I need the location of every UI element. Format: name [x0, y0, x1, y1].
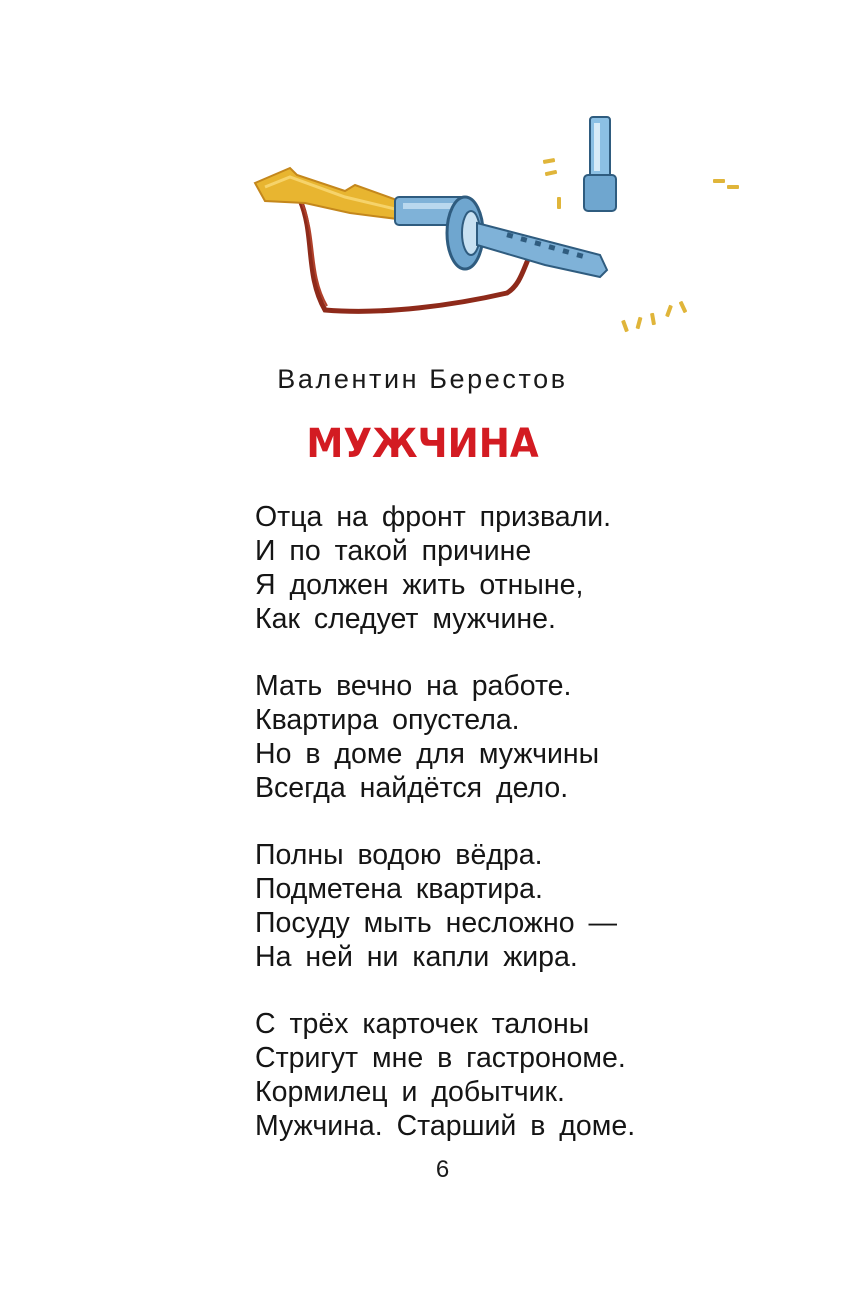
poem-line: И по такой причине [255, 535, 532, 567]
poem-line: С трёх карточек талоны [255, 1008, 590, 1040]
poem-line: Мать вечно на работе. [255, 670, 572, 702]
gun-stock [255, 168, 405, 220]
poem-body [255, 500, 815, 1176]
scattered-shells [543, 158, 739, 332]
poem-line: Всегда найдётся дело. [255, 772, 569, 804]
cartridge-standing [584, 117, 616, 211]
poem-line: Я должен жить отныне, [255, 569, 584, 601]
poem-title: МУЖЧИНА [306, 421, 539, 467]
poem-line: Подметена квартира. [255, 873, 543, 905]
author-name: Валентин Берестов [277, 364, 568, 394]
stanza [255, 838, 815, 974]
stanza [255, 669, 815, 805]
gun-barrel [477, 223, 607, 277]
poem-line: Как следует мужчине. [255, 603, 556, 635]
poem-line: Квартира опустела. [255, 704, 520, 736]
page-number: 6 [435, 1156, 450, 1183]
poem-line: Полны водою вёдра. [255, 839, 543, 871]
submachine-gun-illustration [245, 105, 755, 345]
poem-line: Но в доме для мужчины [255, 738, 600, 770]
poem-line: Кормилец и добытчик. [255, 1076, 565, 1108]
stanza [255, 500, 815, 636]
poem-line: Мужчина. Старший в доме. [255, 1110, 636, 1142]
poem-line: Стригут мне в гастрономе. [255, 1042, 626, 1074]
poem-line: Посуду мыть несложно — [255, 907, 617, 939]
stanza [255, 1007, 815, 1143]
poem-line: Отца на фронт призвали. [255, 501, 612, 533]
poem-line: На ней ни капли жира. [255, 941, 578, 973]
